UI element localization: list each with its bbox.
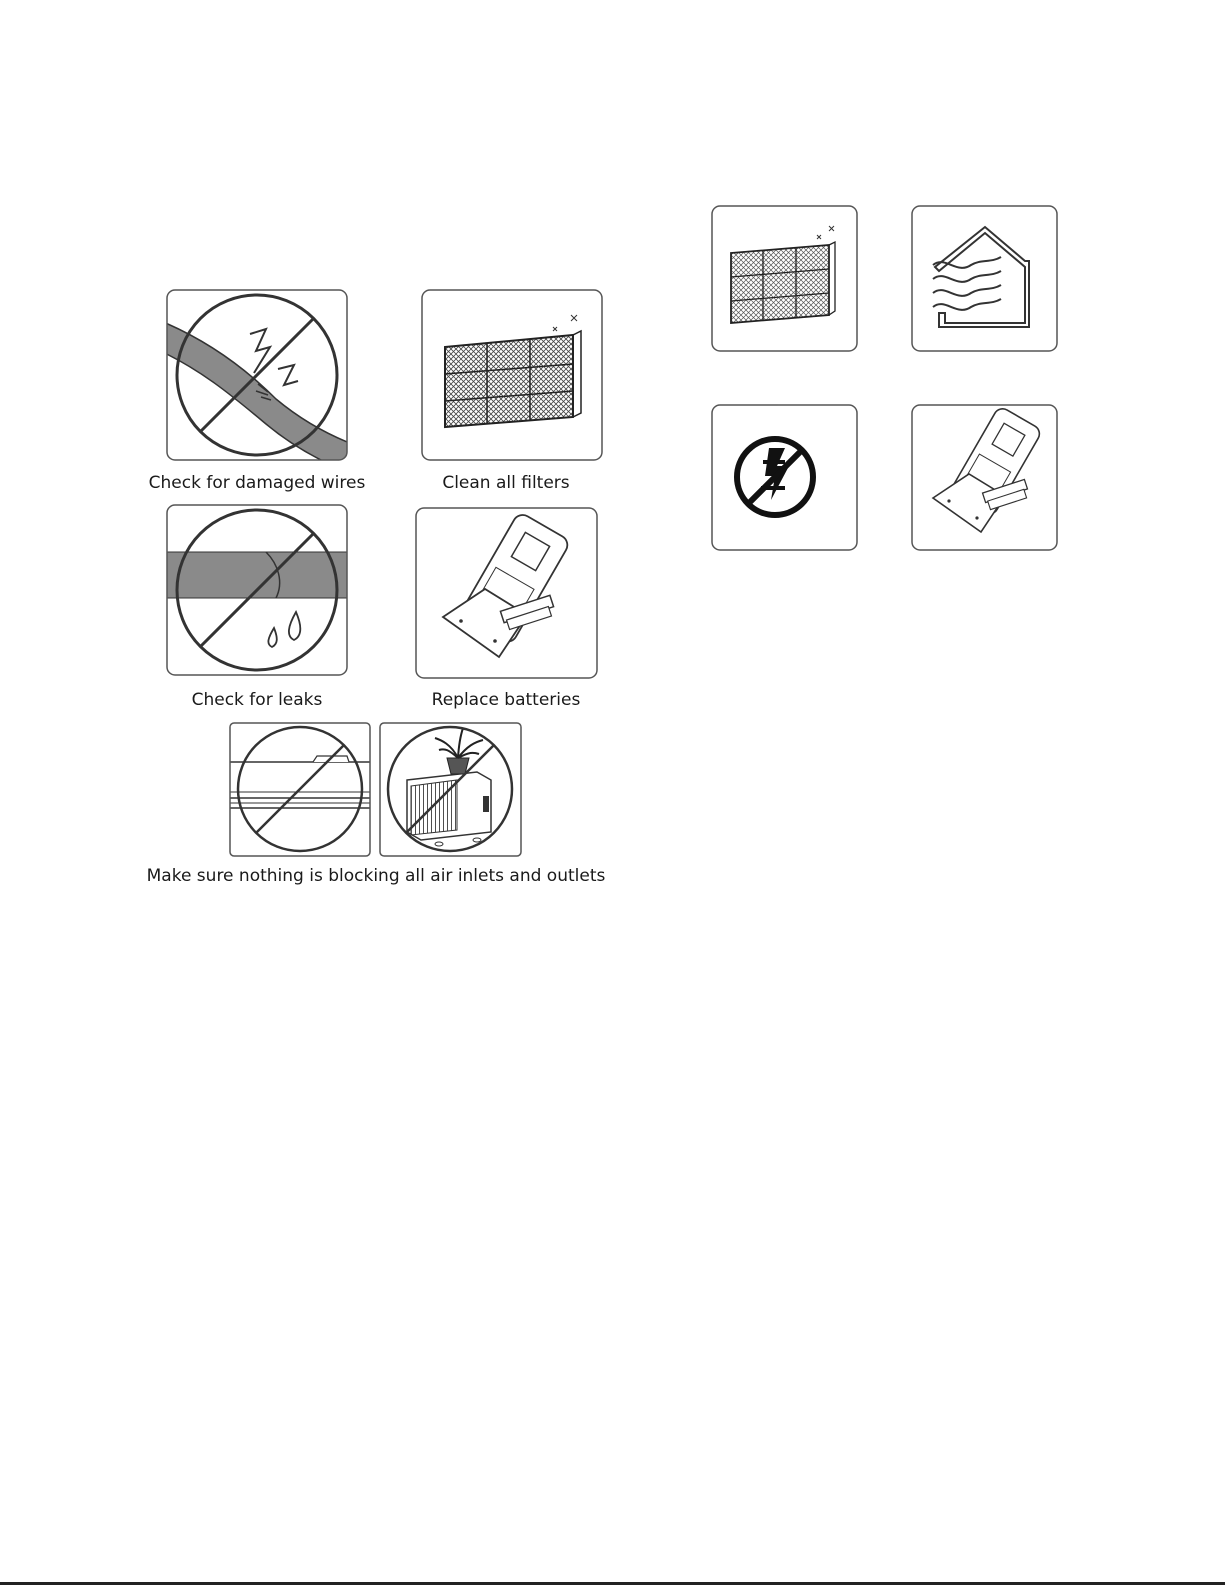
- air-filter-icon: [421, 289, 603, 461]
- air-filter-icon: [711, 205, 858, 352]
- no-blocked-outdoor-unit-icon: [379, 722, 522, 857]
- no-leak-icon: [166, 504, 348, 676]
- caption-leaks: Check for leaks: [191, 690, 323, 710]
- caption-nothing-blocking: Make sure nothing is blocking all air inlets and outlets: [146, 866, 606, 886]
- no-damaged-wires-icon: [166, 289, 348, 461]
- house-airflow-icon: [911, 205, 1058, 352]
- caption-clean-filters: Clean all filters: [442, 473, 570, 493]
- remote-battery-icon: [911, 404, 1058, 551]
- no-electrical-hazard-icon: [711, 404, 858, 551]
- caption-replace-batteries: Replace batteries: [431, 690, 581, 710]
- caption-damaged-wires: Check for damaged wires: [148, 473, 366, 493]
- remote-battery-icon: [415, 507, 598, 679]
- no-blocked-indoor-unit-icon: [229, 722, 371, 857]
